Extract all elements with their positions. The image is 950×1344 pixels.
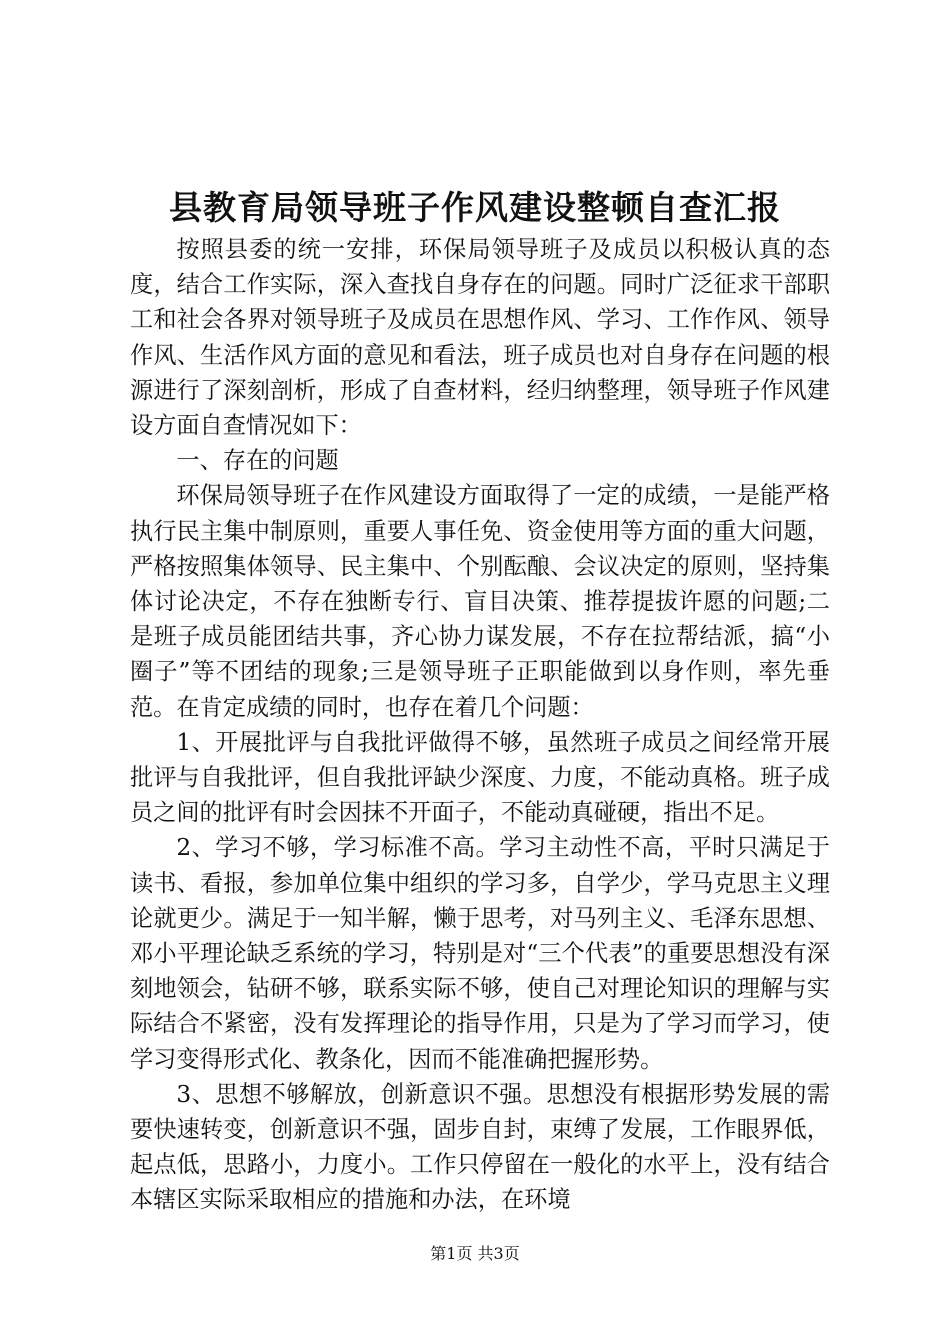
document-body <box>130 232 830 1218</box>
paragraph-item-3: 3、思想不够解放，创新意识不强。思想没有根据形势发展的需要快速转变，创新意识不强，固步自封，束缚了发展，工作眼界低，起点低，思路小，力度小。工作只停留在一般化的水平上，没有结合本辖区实际采取相应的措施和办法，在环境 <box>130 1080 830 1214</box>
paragraph-achievements: 环保局领导班子在作风建设方面取得了一定的成绩，一是能严格执行民主集中制原则，重要人事任免、资金使用等方面的重大问题，严格按照集体领导、民主集中、个别酝酿、会议决定的原则，坚持集体讨论决定，不存在独断专行、盲目决策、推荐提拔许愿的问题;二是班子成员能团结共事，齐心协力谋发展，不存在拉帮结派，搞“小圈子”等不团结的现象;三是领导班子正职能做到以身作则，率先垂范。在肯定成绩的同时，也存在着几个问题： <box>130 482 830 721</box>
document-title: 县教育局领导班子作风建设整顿自查汇报 <box>169 188 781 227</box>
paragraph-item-2: 2、学习不够，学习标准不高。学习主动性不高，平时只满足于读书、看报，参加单位集中组织的学习多，自学少，学马克思主义理论就更少。满足于一知半解，懒于思考，对马列主义、毛泽东思想、邓小平理论缺乏系统的学习，特别是对“三个代表”的重要思想没有深刻地领会，钻研不够，联系实际不够，使自己对理论知识的理解与实际结合不紧密，没有发挥理论的指导作用，只是为了学习而学习，使学习变得形式化、教条化，因而不能准确把握形势。 <box>130 834 830 1073</box>
paragraph-item-1: 1、开展批评与自我批评做得不够，虽然班子成员之间经常开展批评与自我批评，但自我批评缺少深度、力度，不能动真格。班子成员之间的批评有时会因抹不开面子，不能动真碰硬，指出不足。 <box>130 728 830 827</box>
page-footer: 第1页 共3页 <box>430 1244 520 1263</box>
section-heading-problems: 一、存在的问题 <box>176 447 339 475</box>
paragraph-intro: 按照县委的统一安排，环保局领导班子及成员以积极认真的态度，结合工作实际，深入查找自身存在的问题。同时广泛征求干部职工和社会各界对领导班子及成员在思想作风、学习、工作作风、领导作风、生活作风方面的意见和看法，班子成员也对自身存在问题的根源进行了深刻剖析，形成了自查材料，经归纳整理，领导班子作风建设方面自查情况如下： <box>130 236 830 440</box>
